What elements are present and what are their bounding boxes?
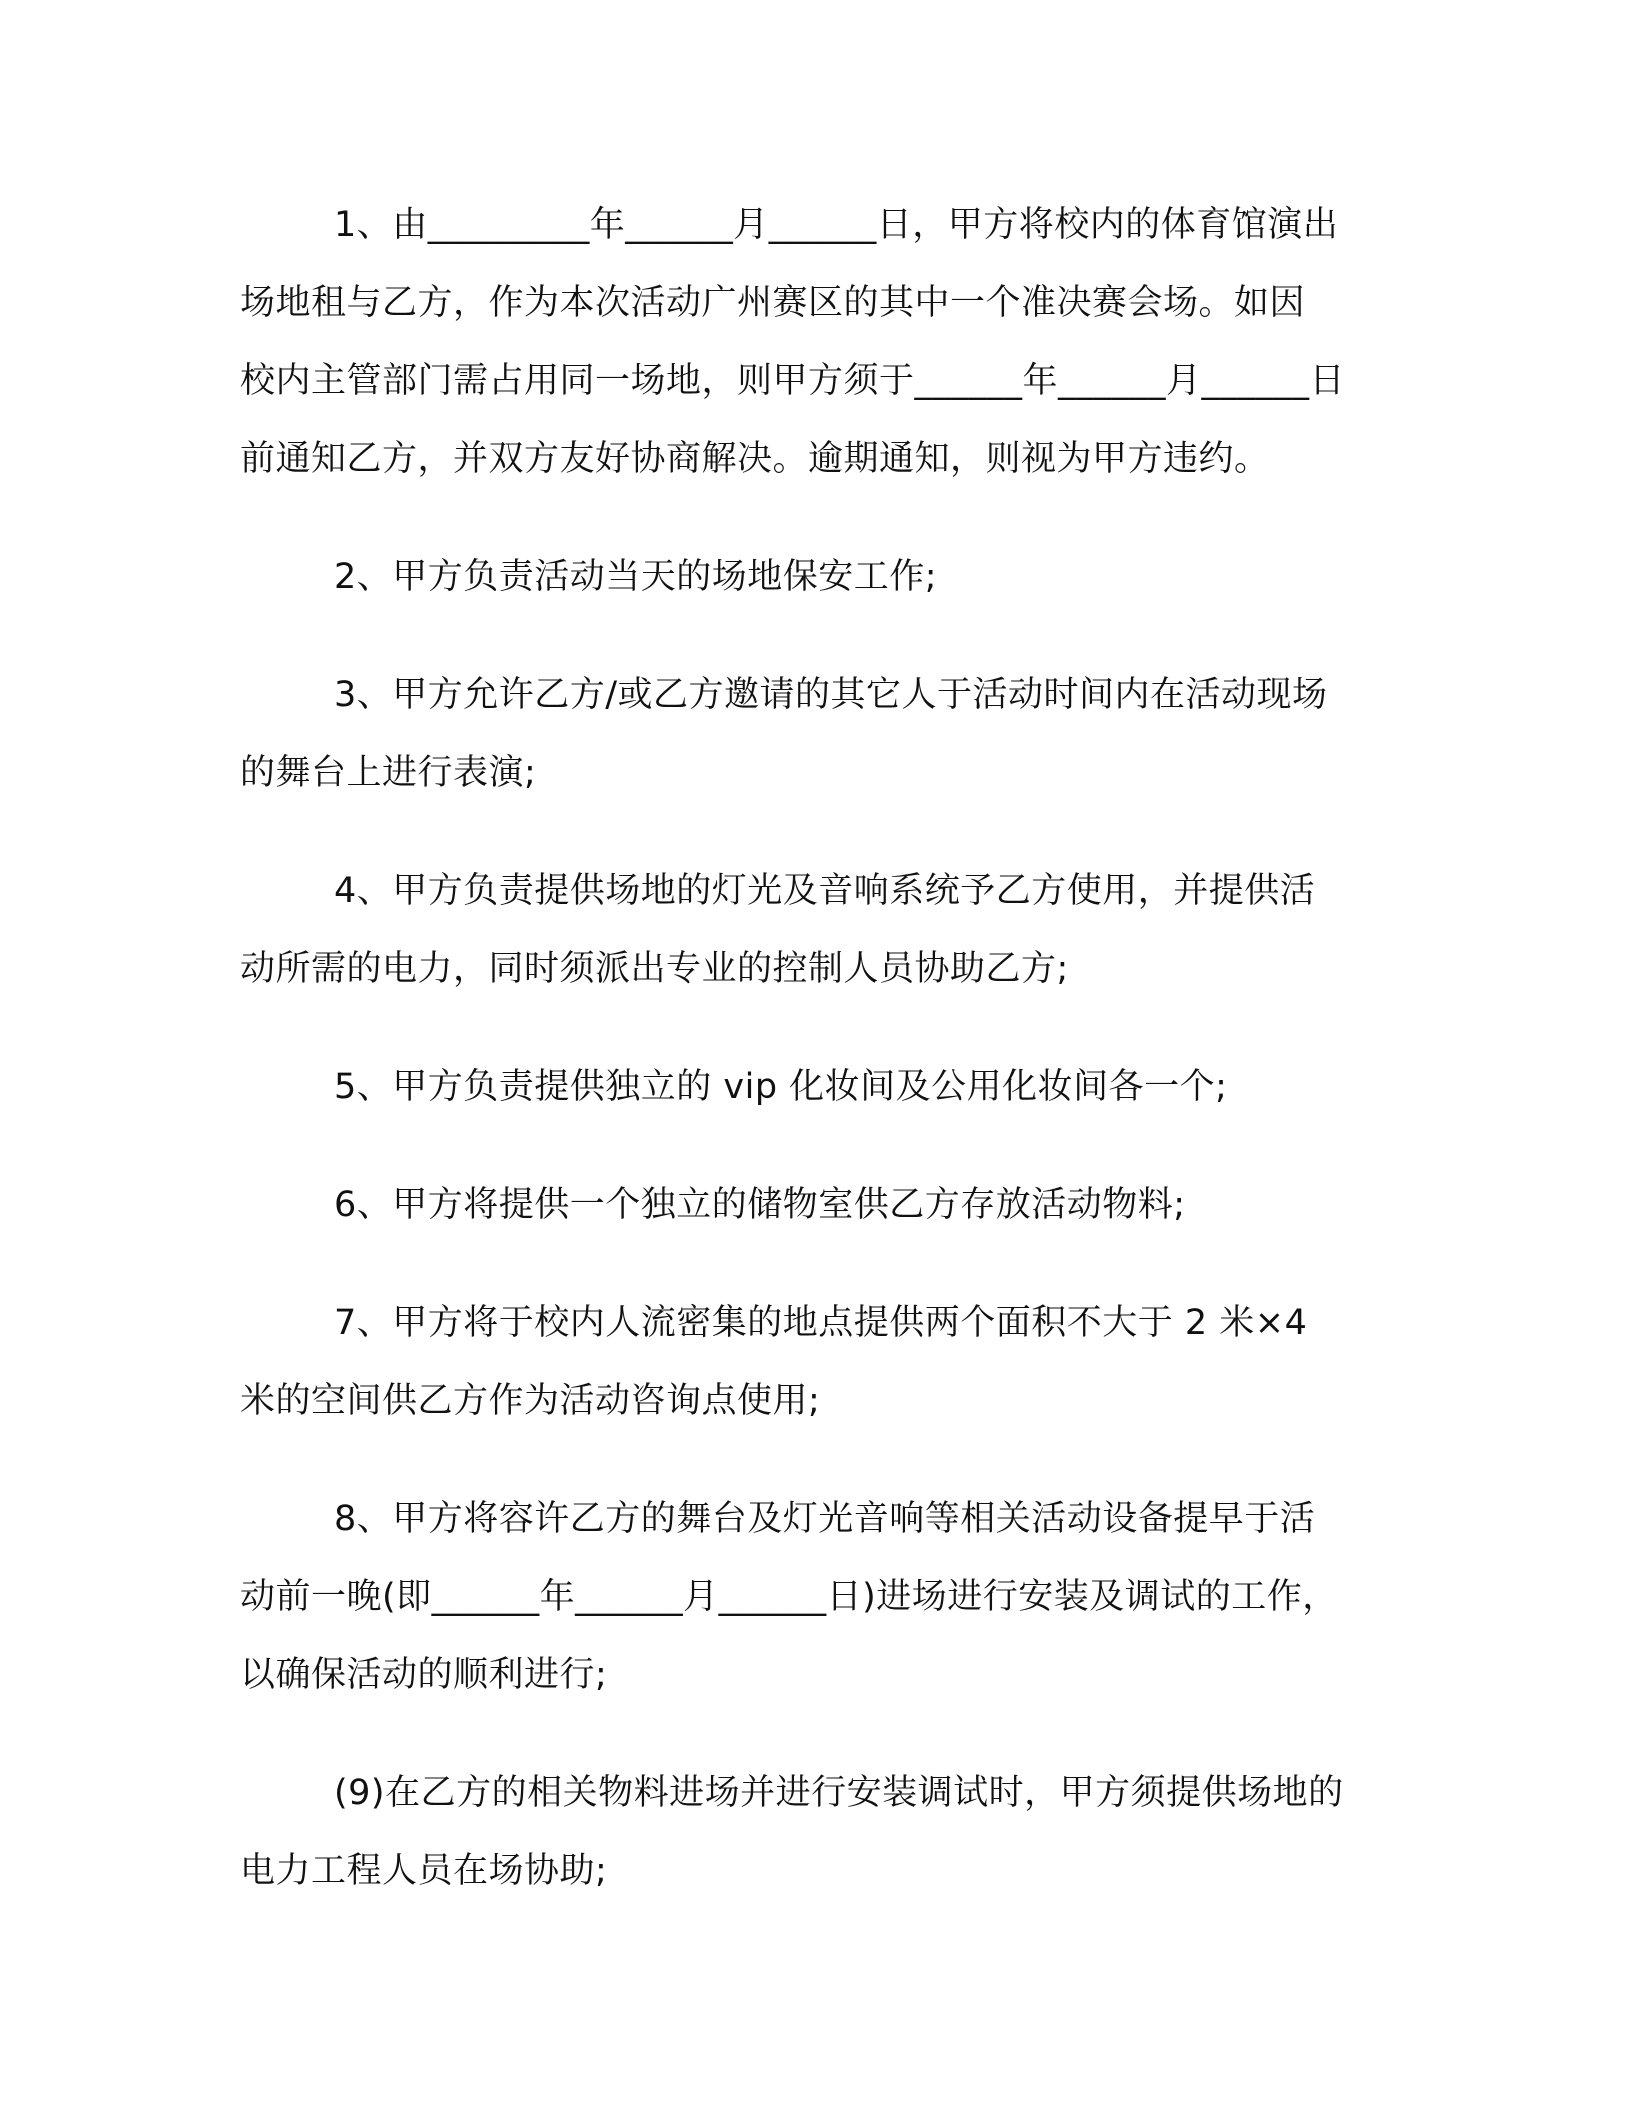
clause-3 (240, 656, 1390, 812)
clause-5 (240, 1048, 1390, 1126)
clause-line: 动前一晚(即______年______月______日)进场进行安装及调试的工作， (240, 1577, 1338, 1617)
clause-6 (240, 1166, 1390, 1244)
clause-line: (9)在乙方的相关物料进场并进行安装调试时，甲方须提供场地的 (334, 1773, 1344, 1813)
clause-9 (240, 1754, 1390, 1910)
clause-line: 电力工程人员在场协助; (240, 1851, 608, 1891)
clause-line: 场地租与乙方，作为本次活动广州赛区的其中一个准决赛会场。如因 (240, 283, 1306, 323)
clause-4 (240, 852, 1390, 1008)
clause-line: 米的空间供乙方作为活动咨询点使用; (240, 1381, 821, 1421)
clause-2 (240, 538, 1390, 616)
clause-line: 2、甲方负责活动当天的场地保安工作; (334, 557, 938, 597)
clause-line: 3、甲方允许乙方/或乙方邀请的其它人于活动时间内在活动现场 (334, 675, 1328, 715)
clause-line: 5、甲方负责提供独立的 vip 化妆间及公用化妆间各一个; (334, 1067, 1228, 1107)
clause-line: 前通知乙方，并双方友好协商解决。逾期通知，则视为甲方违约。 (240, 439, 1270, 479)
clause-line: 校内主管部门需占用同一场地，则甲方须于______年______月______日 (240, 361, 1346, 401)
clause-line: 的舞台上进行表演; (240, 753, 537, 793)
document-body (240, 186, 1390, 1950)
clause-8 (240, 1480, 1390, 1714)
clause-line: 6、甲方将提供一个独立的储物室供乙方存放活动物料; (334, 1185, 1186, 1225)
clause-line: 动所需的电力，同时须派出专业的控制人员协助乙方; (240, 949, 1069, 989)
clause-1 (240, 186, 1390, 498)
clause-line: 7、甲方将于校内人流密集的地点提供两个面积不大于 2 米×4 (334, 1303, 1308, 1343)
clause-line: 4、甲方负责提供场地的灯光及音响系统予乙方使用，并提供活 (334, 871, 1316, 911)
clause-line: 1、由_________年______月______日，甲方将校内的体育馆演出 (334, 205, 1339, 245)
clause-line: 以确保活动的顺利进行; (240, 1655, 608, 1695)
clause-7 (240, 1284, 1390, 1440)
clause-line: 8、甲方将容许乙方的舞台及灯光音响等相关活动设备提早于活 (334, 1499, 1316, 1539)
